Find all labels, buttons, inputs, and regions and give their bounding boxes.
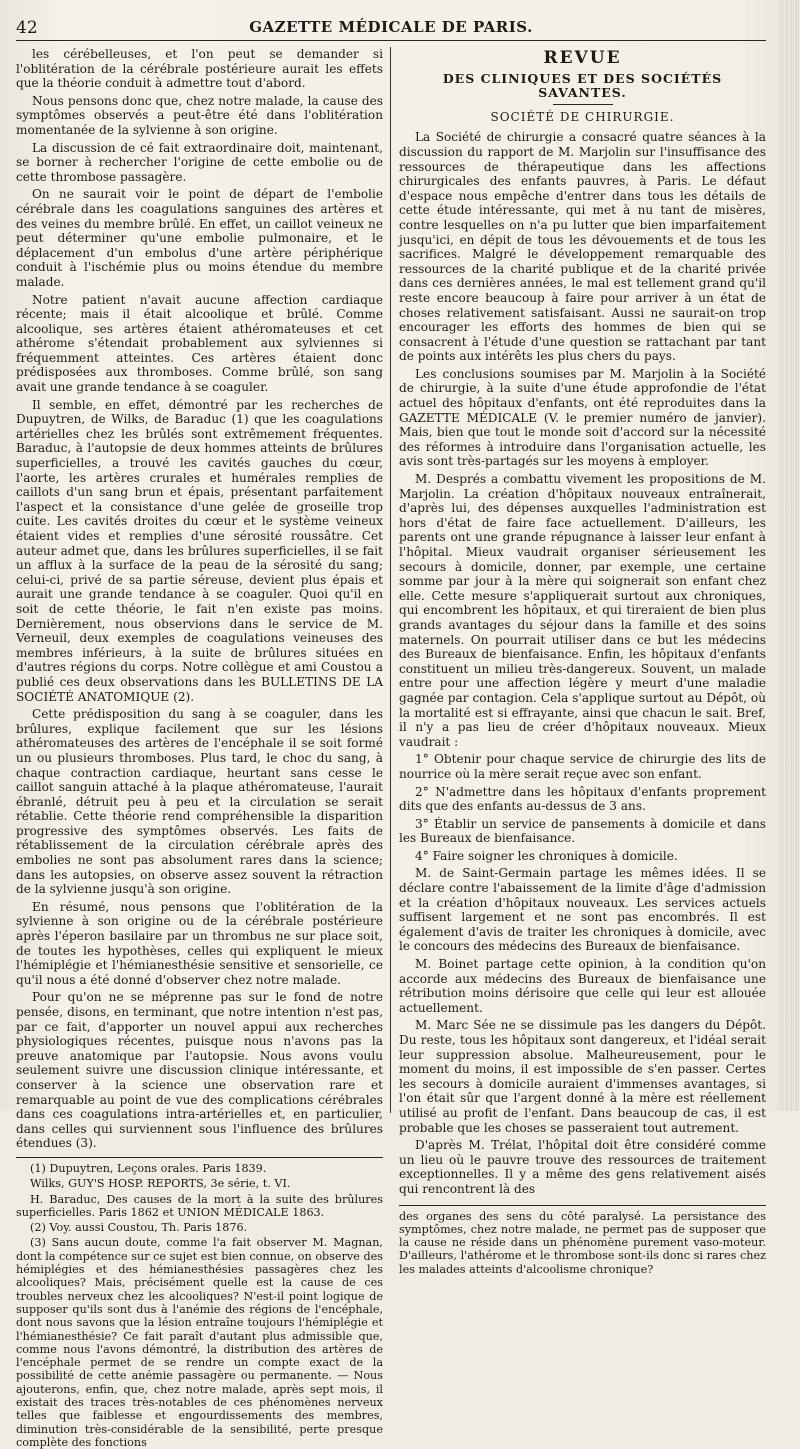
right-footnote bbox=[399, 1205, 766, 1276]
journal-title: GAZETTE MÉDICALE DE PARIS. bbox=[249, 18, 533, 36]
page-edge bbox=[778, 0, 800, 1111]
paragraph: 2° N'admettre dans les hôpitaux d'enfants proprement dits que des enfants au-dessus de 3 ans. bbox=[399, 784, 766, 814]
right-column bbox=[391, 47, 766, 1276]
paragraph: M. Després a combattu vivement les propositions de M. Marjolin. La création d'hôpitaux nouveaux entraînerait, d'après lui, des dépenses auxquelles l'administration est hors d'état de faire face actuellement. D'ailleurs, les parents ont une grande répugnance à laisser leur enfant à l'hôpital. Mieux vaudrait organiser sérieusement les secours à domicile, donner, par exemple, une certaine somme par jour à la mère qui soignerait son enfant chez elle. Cette mesure s'appliquerait surtout aux chroniques, qui encombrent les hôpitaux, et qui tireraient de bien plus grands avantages du séjour dans la famille et des soins maternels. On pourrait utiliser dans ce but les médecins des Bureaux de bienfaisance. Enfin, les hôpitaux d'enfants constituent un milieu très-dangereux. Souvent, un malade entre pour une affection légère y meurt d'une maladie gagnée par contagion. Cela s'applique surtout au Dépôt, où la mortalité est si effrayante, ainsi que chacun le sait. Bref, il n'y a pas lieu de créer d'hôpitaux nouveaux. Mieux vaudrait : bbox=[399, 472, 766, 749]
paragraph: D'après M. Trélat, l'hôpital doit être considéré comme un lieu où le pauvre trouve des ressources de traitement exceptionnelles. Il y a même des gens relativement aisés qui rencontrent là des bbox=[399, 1138, 766, 1196]
revue-subtitle: DES CLINIQUES ET DES SOCIÉTÉS SAVANTES. bbox=[442, 70, 723, 101]
paragraph: Pour qu'on ne se méprenne pas sur le fond de notre pensée, disons, en terminant, que notre intention n'est pas, par ce fait, d'apporter un nouvel appui aux recherches physiologiques récentes, puisque nous n'avons pas la preuve anatomique par l'autopsie. Nous avons voulu seulement suivre une discussion clinique intéressante, et conserver à la science une observation rare et remarquable au point de vue des complications cérébrales dans ces coagulations intra-artérielles et, en particulier, dans celles qui surviennent sous l'influence des brûlures étendues (3). bbox=[16, 990, 383, 1151]
footnote: Wilks, GUY'S HOSP. REPORTS, 3e série, t. VI. bbox=[30, 1177, 291, 1191]
page-header bbox=[16, 14, 766, 41]
footnote: H. Baraduc, Des causes de la mort à la suite des brûlures superficielles. Paris 1862 et UNION MÉDICALE 1863. bbox=[16, 1192, 383, 1219]
left-article bbox=[16, 47, 383, 1151]
paragraph: Nous pensons donc que, chez notre malade, la cause des symptômes observés a peut-être été dans l'oblitération momentanée de la sylvienne à son origine. bbox=[16, 93, 383, 137]
paragraph: M. de Saint-Germain partage les mêmes idées. Il se déclare contre l'abaissement de la limite d'âge d'admission et la création d'hôpitaux nouveaux. Les services actuels suffisent largement et ne sont pas encombrés. Il est également d'avis de traiter les chroniques à domicile, avec le concours des médecins des Bureaux de bienfaisance. bbox=[399, 866, 766, 954]
paragraph: M. Marc Sée ne se dissimule pas les dangers du Dépôt. Du reste, tous les hôpitaux sont dangereux, et l'idéal serait leur suppression absolue. Malheureusement, pour le moment du moins, il est impossible de s'en passer. Certes les secours à domicile auraient d'immenses avantages, si l'on était sûr que l'argent donné à la mère est réellement utilisé au profit de l'enfant. Dans beaucoup de cas, il est probable que les choses se passeraient tout autrement. bbox=[399, 1018, 766, 1135]
footnote: (2) Voy. aussi Coustou, Th. Paris 1876. bbox=[30, 1221, 248, 1235]
footnote-continuation: des organes des sens du côté paralysé. La persistance des symptômes, chez notre malade, ne permet pas de supposer que la cause ne réside dans un phénomène purement vaso-moteur. D'ailleurs, l'athérome et le thrombose sont-ils donc si rares chez les malades atteints d'alcoolisme chronique? bbox=[399, 1209, 766, 1276]
text-columns bbox=[16, 47, 766, 1449]
section-title: SOCIÉTÉ DE CHIRURGIE. bbox=[490, 109, 675, 124]
divider bbox=[553, 104, 613, 105]
page-number: 42 bbox=[16, 18, 38, 38]
paragraph: La Société de chirurgie a consacré quatre séances à la discussion du rapport de M. Marjolin sur l'insuffisance des ressources de thérapeutique dans les affections chirurgicales des enfants pauvres, à Paris. Le défaut d'espace nous empêche d'entrer dans tous les détails de cette étude intéressante, qui met à nu tant de misères, contre lesquelles on n'a pu lutter que bien imparfaitement jusqu'ici, en dépit de tous les dévouements et de tous les sacrifices. Malgré le développement remarquable des ressources de la charité publique et de la charité privée dans ces dernières années, le mal est tellement grand qu'il reste encore beaucoup à faire pour arriver à un état de choses relativement satisfaisant. Aussi ne saurait-on trop encourager les efforts des hommes de bien qui se consacrent à l'étude d'une question se rattachant par tant de points aux intérêts les plus chers du pays. bbox=[399, 130, 766, 364]
paragraph: On ne saurait voir le point de départ de l'embolie cérébrale dans les coagulations sanguines des artères et des veines du membre brûlé. En effet, un caillot veineux ne peut déterminer qu'une embolie pulmonaire, et le déplacement d'un embolus d'une artère périphérique conduit à l'ischémie plus ou moins étendue du membre malade. bbox=[16, 187, 383, 289]
paragraph: En résumé, nous pensons que l'oblitération de la sylvienne à son origine ou de la cérébrale postérieure après l'éperon basilaire par un thrombus ne sur place soit, de toutes les hypothèses, celles qui expliquent le mieux l'hémiplégie et l'hémianesthésie sensitive et sensorielle, ce qu'il nous a été donné d'observer chez notre malade. bbox=[16, 899, 383, 987]
paragraph: les cérébelleuses, et l'on peut se demander si l'oblitération de la cérébrale postérieure aurait les effets que la théorie conduit à admettre tout d'abord. bbox=[16, 47, 383, 91]
footnote: (1) Dupuytren, Leçons orales. Paris 1839. bbox=[30, 1161, 267, 1175]
left-column bbox=[16, 47, 391, 1449]
footnote: (3) Sans aucun doute, comme l'a fait observer M. Magnan, dont la compétence sur ce sujet est bien connue, on observe des hémiplégies et des hémianesthésies passagères chez les alcooliques? Mais, précisément quelle est la cause de ces troubles nerveux chez les alcooliques? N'est-il point logique de supposer qu'ils sont dus à l'anémie des régions de l'encéphale, dont nous savons que la lésion entraîne toujours l'hémiplégie et l'hémianesthésie? Ce fait paraît d'autant plus admissible que, comme nous l'avons démontré, la distribution des artères de l'encéphale permet de se rendre un compte exact de la possibilité de cette anémie passagère ou permanente. — Nous ajouterons, enfin, que, chez notre malade, après sept mois, il existait des traces très-notables de ces phénomènes nerveux telles que faiblesse et engourdissements des membres, diminution très-considérable de la sensibilité, perte presque complète des fonctions bbox=[16, 1236, 383, 1449]
paragraph: Il semble, en effet, démontré par les recherches de Dupuytren, de Wilks, de Baraduc (1) que les coagulations artérielles chez les brûlés sont extrêmement fréquentes. Baraduc, à l'autopsie de deux hommes atteints de brûlures superficielles, a trouvé les cavités gauches du cœur, l'aorte, les artères crurales et humérales remplies de caillots d'un sang brun et épais, présentant parfaitement l'aspect et la consistance d'une gelée de groseille trop cuite. Les cavités droites du cœur et le système veineux étaient vides et remplies d'une sérosité roussâtre. Cet auteur admet que, dans les brûlures superficielles, il se fait un afflux à la surface de la peau de la sérosité du sang; celui-ci, privé de sa partie séreuse, devient plus épais et aurait une grande tendance à se coaguler. Quoi qu'il en soit de cette théorie, le fait n'en existe pas moins. Dernièrement, nous observions dans le service de M. Verneuil, deux exemples de coagulations veineuses des membres inférieurs, à la suite de brûlures situées en d'autres régions du corps. Notre collègue et ami Coustou a publié ces deux observations dans les BULLETINS DE LA SOCIÉTÉ ANATOMIQUE (2). bbox=[16, 397, 383, 704]
paragraph: 1° Obtenir pour chaque service de chirurgie des lits de nourrice où la mère serait reçue avec son enfant. bbox=[399, 752, 766, 781]
paragraph: M. Boinet partage cette opinion, à la condition qu'on accorde aux médecins des Bureaux de bienfaisance une rétribution moins dérisoire que celle qui leur est allouée actuellement. bbox=[399, 957, 766, 1015]
revue-title: REVUE bbox=[543, 48, 622, 68]
right-article bbox=[399, 130, 766, 1196]
left-footnotes bbox=[16, 1157, 383, 1449]
paragraph: 4° Faire soigner les chroniques à domicile. bbox=[415, 848, 678, 863]
paragraph: Notre patient n'avait aucune affection cardiaque récente; mais il était alcoolique et brûlé. Comme alcoolique, ses artères étaient athéromateuses et cet athérome s'étendait probablement aux sylviennes si fréquemment atteintes. Ces artères étaient donc prédisposées aux thromboses. Comme brûlé, son sang avait une grande tendance à se coaguler. bbox=[16, 292, 383, 395]
paragraph: Cette prédisposition du sang à se coaguler, dans les brûlures, explique facilement que sur les lésions athéromateuses des artères de l'encéphale il se soit formé un ou plusieurs thromboses. Plus tard, le choc du sang, à chaque contraction cardiaque, heurtant sans cesse le caillot sanguin attaché à la plaque athéromateuse, l'aurait ébranlé, détruit peu à peu et la circulation se serait rétablie. Cette théorie rend compréhensible la disparition progressive des symptômes observés. Les faits de rétablissement de la circulation cérébrale après des embolies ne sont pas absolument rares dans la science; dans les autopsies, on observe assez souvent la rétraction de la sylvienne jusqu'à son origine. bbox=[16, 707, 383, 897]
paragraph: Les conclusions soumises par M. Marjolin à la Société de chirurgie, à la suite d'une étude approfondie de l'état actuel des hôpitaux d'enfants, ont été reproduites dans la GAZETTE MÉDICALE (V. le premier numéro de janvier). Mais, bien que tout le monde soit d'accord sur la nécessité des réformes à introduire dans l'organisation actuelle, les avis sont très-partagés sur les moyens à employer. bbox=[399, 366, 766, 469]
paragraph: 3° Établir un service de pansements à domicile et dans les Bureaux de bienfaisance. bbox=[399, 816, 766, 846]
paragraph: La discussion de cé fait extraordinaire doit, maintenant, se borner à rechercher l'origine de cette embolie ou de cette thrombose passagère. bbox=[16, 140, 383, 184]
